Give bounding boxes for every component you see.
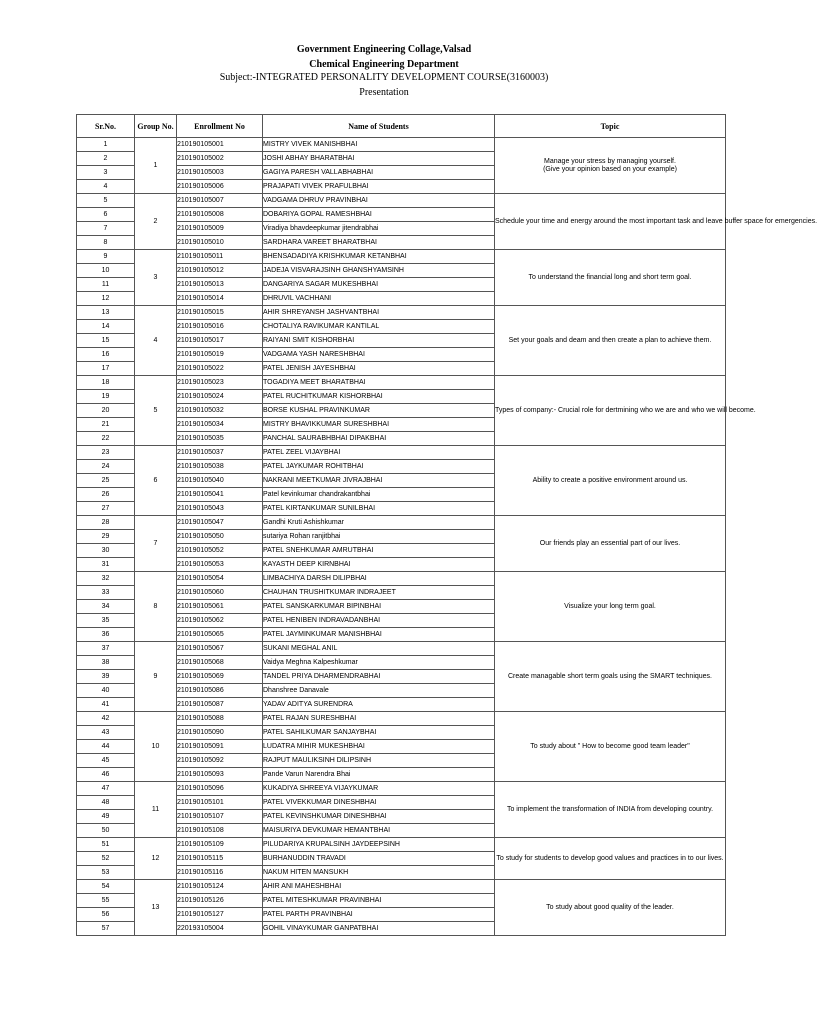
student-name-cell: RAJPUT MAULIKSINH DILIPSINH [263,754,495,768]
student-name-cell: MISTRY BHAVIKKUMAR SURESHBHAI [263,418,495,432]
enrollment-no-cell: 210190105127 [177,908,263,922]
student-name-cell: SUKANI MEGHAL ANIL [263,642,495,656]
sr-no-cell: 22 [77,432,135,446]
sr-no-cell: 18 [77,376,135,390]
column-header-student-name: Name of Students [263,115,495,138]
table-row [77,138,726,152]
sr-no-cell: 20 [77,404,135,418]
student-name-cell: PATEL MITESHKUMAR PRAVINBHAI [263,894,495,908]
student-name-cell: BORSE KUSHAL PRAVINKUMAR [263,404,495,418]
enrollment-no-cell: 210190105016 [177,320,263,334]
enrollment-no-cell: 210190105040 [177,474,263,488]
enrollment-no-cell: 210190105096 [177,782,263,796]
topic-cell: Our friends play an essential part of our lives. [495,516,726,572]
sr-no-cell: 46 [77,768,135,782]
sr-no-cell: 37 [77,642,135,656]
enrollment-no-cell: 210190105010 [177,236,263,250]
enrollment-no-cell: 210190105061 [177,600,263,614]
sr-no-cell: 25 [77,474,135,488]
enrollment-no-cell: 210190105041 [177,488,263,502]
student-name-cell: BURHANUDDIN TRAVADI [263,852,495,866]
sr-no-cell: 21 [77,418,135,432]
sr-no-cell: 14 [77,320,135,334]
sr-no-cell: 51 [77,838,135,852]
student-name-cell: PATEL JENISH JAYESHBHAI [263,362,495,376]
column-header-group-no: Group No. [135,115,177,138]
sr-no-cell: 40 [77,684,135,698]
sr-no-cell: 8 [77,236,135,250]
enrollment-no-cell: 210190105065 [177,628,263,642]
topic-cell: To understand the financial long and short term goal. [495,250,726,306]
enrollment-no-cell: 210190105060 [177,586,263,600]
topic-cell: Create managable short term goals using the SMART techniques. [495,642,726,712]
enrollment-no-cell: 210190105032 [177,404,263,418]
table-row [77,880,726,894]
sr-no-cell: 45 [77,754,135,768]
enrollment-no-cell: 210190105115 [177,852,263,866]
topic-cell: To study about good quality of the leader. [495,880,726,936]
student-name-cell: VADGAMA YASH NARESHBHAI [263,348,495,362]
student-name-cell: DHRUVIL VACHHANI [263,292,495,306]
student-name-cell: LIMBACHIYA DARSH DILIPBHAI [263,572,495,586]
enrollment-no-cell: 210190105116 [177,866,263,880]
sr-no-cell: 7 [77,222,135,236]
column-header-enrollment-no: Enrollment No [177,115,263,138]
student-name-cell: PATEL VIVEKKUMAR DINESHBHAI [263,796,495,810]
sr-no-cell: 3 [77,166,135,180]
department-title: Chemical Engineering Department [309,59,459,70]
enrollment-no-cell: 210190105101 [177,796,263,810]
student-name-cell: VADGAMA DHRUV PRAVINBHAI [263,194,495,208]
group-no-cell: 9 [135,642,177,712]
student-name-cell: Patel kevinkumar chandrakantbhai [263,488,495,502]
sr-no-cell: 16 [77,348,135,362]
sr-no-cell: 47 [77,782,135,796]
enrollment-no-cell: 210190105022 [177,362,263,376]
group-no-cell: 1 [135,138,177,194]
sr-no-cell: 27 [77,502,135,516]
student-name-cell: PILUDARIYA KRUPALSINH JAYDEEPSINH [263,838,495,852]
sr-no-cell: 33 [77,586,135,600]
sr-no-cell: 5 [77,194,135,208]
sr-no-cell: 1 [77,138,135,152]
enrollment-no-cell: 210190105091 [177,740,263,754]
enrollment-no-cell: 210190105024 [177,390,263,404]
enrollment-no-cell: 210190105092 [177,754,263,768]
student-name-cell: MAISURIYA DEVKUMAR HEMANTBHAI [263,824,495,838]
table-row [77,712,726,726]
sr-no-cell: 42 [77,712,135,726]
enrollment-no-cell: 210190105054 [177,572,263,586]
enrollment-no-cell: 210190105003 [177,166,263,180]
enrollment-no-cell: 210190105008 [177,208,263,222]
student-name-cell: SARDHARA VAREET BHARATBHAI [263,236,495,250]
enrollment-no-cell: 210190105068 [177,656,263,670]
student-name-cell: JOSHI ABHAY BHARATBHAI [263,152,495,166]
enrollment-no-cell: 210190105087 [177,698,263,712]
student-name-cell: AHIR ANI MAHESHBHAI [263,880,495,894]
sr-no-cell: 34 [77,600,135,614]
student-name-cell: KUKADIYA SHREEYA VIJAYKUMAR [263,782,495,796]
table-row [77,446,726,460]
enrollment-no-cell: 210190105043 [177,502,263,516]
enrollment-no-cell: 210190105017 [177,334,263,348]
sr-no-cell: 52 [77,852,135,866]
enrollment-no-cell: 210190105023 [177,376,263,390]
sr-no-cell: 44 [77,740,135,754]
sr-no-cell: 57 [77,922,135,936]
student-name-cell: NAKUM HITEN MANSUKH [263,866,495,880]
student-name-cell: PATEL ZEEL VIJAYBHAI [263,446,495,460]
enrollment-no-cell: 210190105011 [177,250,263,264]
topic-cell: Schedule your time and energy around the most important task and leave buffer space for emergencies. [495,194,726,250]
student-name-cell: PATEL SNEHKUMAR AMRUTBHAI [263,544,495,558]
topic-cell: To implement the transformation of INDIA from developing country. [495,782,726,838]
sr-no-cell: 41 [77,698,135,712]
student-name-cell: RAIYANI SMIT KISHORBHAI [263,334,495,348]
student-name-cell: CHOTALIYA RAVIKUMAR KANTILAL [263,320,495,334]
topic-cell: To study for students to develop good values and practices in to our lives. [495,838,726,880]
enrollment-no-cell: 210190105019 [177,348,263,362]
sr-no-cell: 9 [77,250,135,264]
student-name-cell: Gandhi Kruti Ashishkumar [263,516,495,530]
enrollment-no-cell: 210190105001 [177,138,263,152]
student-name-cell: NAKRANI MEETKUMAR JIVRAJBHAI [263,474,495,488]
enrollment-no-cell: 210190105126 [177,894,263,908]
group-no-cell: 7 [135,516,177,572]
student-name-cell: KAYASTH DEEP KIRNBHAI [263,558,495,572]
enrollment-no-cell: 210190105002 [177,152,263,166]
enrollment-no-cell: 210190105052 [177,544,263,558]
enrollment-no-cell: 210190105007 [177,194,263,208]
table-header-row [77,115,726,138]
sr-no-cell: 10 [77,264,135,278]
subject-line: Subject:-INTEGRATED PERSONALITY DEVELOPMENT COURSE(3160003) [219,72,549,83]
student-name-cell: sutariya Rohan ranjitbhai [263,530,495,544]
table-body [77,138,817,936]
sr-no-cell: 39 [77,670,135,684]
enrollment-no-cell: 210190105037 [177,446,263,460]
enrollment-no-cell: 210190105086 [177,684,263,698]
sr-no-cell: 26 [77,488,135,502]
sr-no-cell: 49 [77,810,135,824]
sr-no-cell: 2 [77,152,135,166]
student-name-cell: YADAV ADITYA SURENDRA [263,698,495,712]
student-name-cell: TANDEL PRIYA DHARMENDRABHAI [263,670,495,684]
sr-no-cell: 4 [77,180,135,194]
table-row [77,782,726,796]
presentation-label: Presentation [359,87,409,98]
enrollment-no-cell: 210190105050 [177,530,263,544]
student-name-cell: DOBARIYA GOPAL RAMESHBHAI [263,208,495,222]
enrollment-no-cell: 210190105013 [177,278,263,292]
enrollment-no-cell: 210190105088 [177,712,263,726]
sr-no-cell: 23 [77,446,135,460]
enrollment-no-cell: 210190105109 [177,838,263,852]
student-name-cell: MISTRY VIVEK MANISHBHAI [263,138,495,152]
group-no-cell: 4 [135,306,177,376]
enrollment-no-cell: 210190105047 [177,516,263,530]
sr-no-cell: 43 [77,726,135,740]
enrollment-no-cell: 210190105034 [177,418,263,432]
sr-no-cell: 36 [77,628,135,642]
sr-no-cell: 24 [77,460,135,474]
student-name-cell: PANCHAL SAURABHBHAI DIPAKBHAI [263,432,495,446]
student-name-cell: PATEL RAJAN SURESHBHAI [263,712,495,726]
table-row [77,194,726,208]
student-name-cell: GAGIYA PARESH VALLABHABHAI [263,166,495,180]
table-row [77,572,726,586]
enrollment-no-cell: 220193105004 [177,922,263,936]
table-row [77,376,726,390]
group-no-cell: 6 [135,446,177,516]
sr-no-cell: 6 [77,208,135,222]
enrollment-no-cell: 210190105038 [177,460,263,474]
sr-no-cell: 56 [77,908,135,922]
group-no-cell: 13 [135,880,177,936]
enrollment-no-cell: 210190105062 [177,614,263,628]
enrollment-no-cell: 210190105014 [177,292,263,306]
table-row [77,306,726,320]
sr-no-cell: 48 [77,796,135,810]
sr-no-cell: 12 [77,292,135,306]
enrollment-no-cell: 210190105093 [177,768,263,782]
sr-no-cell: 31 [77,558,135,572]
student-name-cell: Pande Varun Narendra Bhai [263,768,495,782]
student-name-cell: PATEL PARTH PRAVINBHAI [263,908,495,922]
sr-no-cell: 53 [77,866,135,880]
enrollment-no-cell: 210190105107 [177,810,263,824]
student-name-cell: Vaidya Meghna Kalpeshkumar [263,656,495,670]
group-no-cell: 11 [135,782,177,838]
student-name-cell: CHAUHAN TRUSHITKUMAR INDRAJEET [263,586,495,600]
enrollment-no-cell: 210190105124 [177,880,263,894]
student-name-cell: PATEL RUCHITKUMAR KISHORBHAI [263,390,495,404]
enrollment-no-cell: 210190105067 [177,642,263,656]
enrollment-no-cell: 210190105108 [177,824,263,838]
sr-no-cell: 11 [77,278,135,292]
student-name-cell: JADEJA VISVARAJSINH GHANSHYAMSINH [263,264,495,278]
student-name-cell: DANGARIYA SAGAR MUKESHBHAI [263,278,495,292]
table-row [77,838,726,852]
sr-no-cell: 35 [77,614,135,628]
enrollment-no-cell: 210190105006 [177,180,263,194]
sr-no-cell: 13 [77,306,135,320]
topic-cell: Types of company:- Crucial role for dertmining who we are and who we will become. [495,376,726,446]
sr-no-cell: 19 [77,390,135,404]
student-name-cell: GOHIL VINAYKUMAR GANPATBHAI [263,922,495,936]
topic-cell: To study about " How to become good team leader" [495,712,726,782]
group-no-cell: 8 [135,572,177,642]
group-no-cell: 10 [135,712,177,782]
student-name-cell: LUDATRA MIHIR MUKESHBHAI [263,740,495,754]
student-name-cell: PATEL KIRTANKUMAR SUNILBHAI [263,502,495,516]
enrollment-no-cell: 210190105012 [177,264,263,278]
topic-cell: Set your goals and deam and then create a plan to achieve them. [495,306,726,376]
student-name-cell: Viradiya bhavdeepkumar jitendrabhai [263,222,495,236]
student-name-cell: PRAJAPATI VIVEK PRAFULBHAI [263,180,495,194]
sr-no-cell: 17 [77,362,135,376]
enrollment-no-cell: 210190105009 [177,222,263,236]
student-name-cell: PATEL JAYMINKUMAR MANISHBHAI [263,628,495,642]
student-name-cell: AHIR SHREYANSH JASHVANTBHAI [263,306,495,320]
student-group-table [76,114,817,936]
enrollment-no-cell: 210190105035 [177,432,263,446]
sr-no-cell: 32 [77,572,135,586]
sr-no-cell: 15 [77,334,135,348]
sr-no-cell: 38 [77,656,135,670]
group-no-cell: 2 [135,194,177,250]
student-name-cell: Dhanshree Danavale [263,684,495,698]
student-name-cell: TOGADIYA MEET BHARATBHAI [263,376,495,390]
topic-cell: Visualize your long term goal. [495,572,726,642]
student-name-cell: BHENSADADIYA KRISHKUMAR KETANBHAI [263,250,495,264]
column-header-sr-no: Sr.No. [77,115,135,138]
table-row [77,516,726,530]
topic-cell: Ability to create a positive environment around us. [495,446,726,516]
enrollment-no-cell: 210190105053 [177,558,263,572]
student-name-cell: PATEL HENIBEN INDRAVADANBHAI [263,614,495,628]
sr-no-cell: 50 [77,824,135,838]
student-name-cell: PATEL JAYKUMAR ROHITBHAI [263,460,495,474]
sr-no-cell: 30 [77,544,135,558]
enrollment-no-cell: 210190105069 [177,670,263,684]
student-name-cell: PATEL SANSKARKUMAR BIPINBHAI [263,600,495,614]
college-title: Government Engineering Collage,Valsad [296,44,472,55]
column-header-topic: Topic [495,115,726,138]
student-name-cell: PATEL SAHILKUMAR SANJAYBHAI [263,726,495,740]
table-row [77,250,726,264]
sr-no-cell: 28 [77,516,135,530]
topic-cell: Manage your stress by managing yourself. (Give your opinion based on your example) [495,138,726,194]
enrollment-no-cell: 210190105090 [177,726,263,740]
group-no-cell: 12 [135,838,177,880]
sr-no-cell: 54 [77,880,135,894]
group-no-cell: 3 [135,250,177,306]
group-no-cell: 5 [135,376,177,446]
table-row [77,642,726,656]
sr-no-cell: 29 [77,530,135,544]
sr-no-cell: 55 [77,894,135,908]
student-name-cell: PATEL KEVINSHKUMAR DINESHBHAI [263,810,495,824]
enrollment-no-cell: 210190105015 [177,306,263,320]
